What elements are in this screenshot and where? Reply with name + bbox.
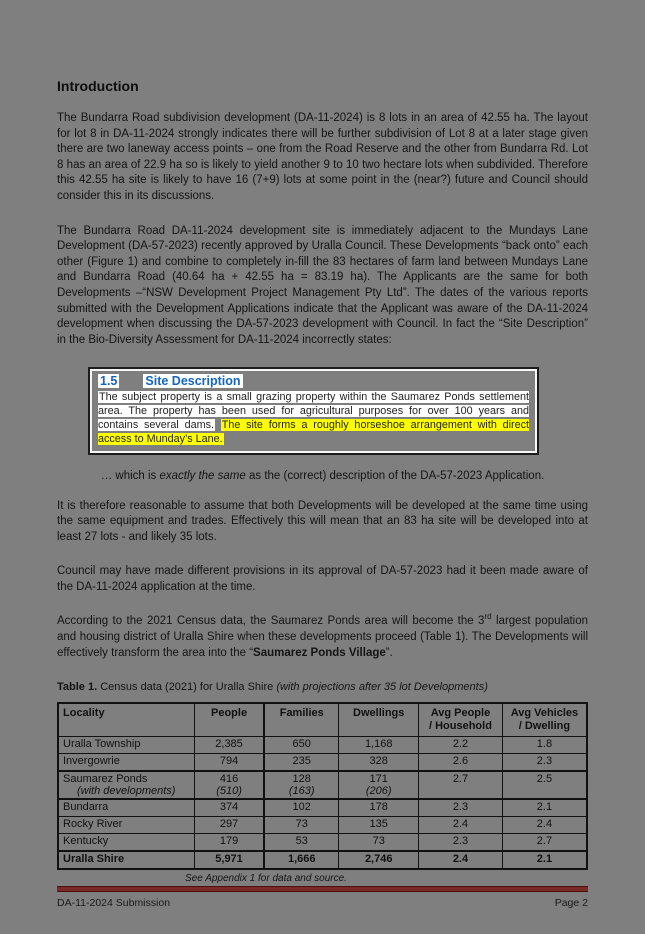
table-caption-label: Table 1. [57, 681, 98, 694]
footer-divider-rule [57, 886, 588, 892]
site-description-excerpt-box [88, 367, 539, 454]
cell-locality: Bundarra [58, 799, 194, 817]
census-part1: According to the 2021 Census data, the Saumarez Ponds area will become the 3 [57, 615, 485, 628]
cell-people: 2,385 [194, 737, 264, 754]
note-italic: exactly the same [159, 469, 246, 482]
cell-families: 650 [264, 737, 339, 754]
cell-locality: Invergowrie [58, 754, 194, 772]
cell-avg-vehicles: 2.1 [502, 851, 587, 869]
cell-avg-vehicles: 2.3 [502, 754, 587, 772]
cell-dwellings: 178 [339, 799, 419, 817]
cell-avg-people: 2.4 [419, 851, 503, 869]
cell-avg-vehicles: 2.1 [502, 799, 587, 817]
header-locality: Locality [58, 703, 194, 737]
cell-locality: Uralla Shire [58, 851, 194, 869]
cell-dwellings: 73 [339, 834, 419, 852]
cell-avg-people: 2.3 [419, 799, 503, 817]
cell-dwellings: 1,168 [339, 737, 419, 754]
cell-families: 53 [264, 834, 339, 852]
cell-locality: Kentucky [58, 834, 194, 852]
cell-people: 297 [194, 817, 264, 834]
note-suffix: as the (correct) description of the DA-57-2023 Application. [245, 469, 545, 482]
cell-families: 102 [264, 799, 339, 817]
cell-people: 5,971 [194, 851, 264, 869]
cell-avg-vehicles: 2.5 [502, 771, 587, 799]
census-part2: largest population and housing district of Uralla Shire when these developments proceed (Table 1). The Developments will effectively transform the area into the “ [57, 615, 589, 659]
page-footer [57, 886, 588, 909]
table-footnote: See Appendix 1 for data and source. [185, 873, 347, 885]
paragraph-bundarra-road: The Bundarra Road subdivision development (DA-11-2024) is 8 lots in an area of 42.55 ha. The layout for lot 8 in DA-11-2024 strongly indicates there will be further subdivision of Lot 8 at a later stage given there are two laneway access points – one from the Road Reserve and the other from Bundarra Rd. Lot 8 has an area of 22.9 ha so is likely to yield another 9 to 10 two hectare lots when subdivided. Therefore this 42.55 ha site is likely to have 16 (7+9) lots at some point in the (near?) future and Council should consider this in its discussions. [57, 112, 588, 202]
header-avg-vehicles: Avg Vehicles / Dwelling [502, 703, 587, 737]
table-caption [57, 681, 588, 693]
excerpt-section-number: 1.5 [100, 374, 118, 389]
table-row-bundarra [58, 799, 587, 817]
page-title: Introduction [57, 78, 139, 94]
cell-avg-vehicles: 2.7 [502, 834, 587, 852]
cell-avg-vehicles: 2.4 [502, 817, 587, 834]
table-caption-text: Census data (2021) for Uralla Shire [97, 681, 277, 694]
cell-avg-people: 2.7 [419, 771, 503, 799]
cell-locality: Rocky River [58, 817, 194, 834]
table-row-uralla-shire-total [58, 851, 587, 869]
cell-families: 128 (163) [264, 771, 339, 799]
excerpt-text-yellow-highlight: The site forms a roughly horseshoe arrangement with direct access to Munday’s Lane. [98, 418, 529, 445]
cell-avg-people: 2.2 [419, 737, 503, 754]
cell-locality: Uralla Township [58, 737, 194, 754]
cell-dwellings: 328 [339, 754, 419, 772]
exactly-the-same-note [57, 470, 588, 482]
table-row-uralla-township [58, 737, 587, 754]
table-row-kentucky [58, 834, 587, 852]
header-people: People [194, 703, 264, 737]
census-table [57, 702, 588, 870]
table-row-rocky-river [58, 817, 587, 834]
paragraph-same-time-development: It is therefore reasonable to assume that both Developments will be developed at the same time using the same equipment and trades. Effectively this will mean that an 83 ha site will be developed into at least 27 lots - and likely 35 lots. [57, 499, 588, 543]
header-dwellings: Dwellings [339, 703, 419, 737]
paragraph-census-projection [57, 614, 588, 661]
cell-families: 235 [264, 754, 339, 772]
cell-avg-people: 2.3 [419, 834, 503, 852]
header-families: Families [264, 703, 339, 737]
note-prefix: … which is [100, 469, 160, 482]
cell-people: 179 [194, 834, 264, 852]
excerpt-section-title: Site Description [145, 374, 241, 389]
cell-avg-vehicles: 1.8 [502, 737, 587, 754]
excerpt-heading [98, 374, 529, 388]
ordinal-superscript: rd [484, 612, 492, 622]
paragraph-adjacent-development: The Bundarra Road DA-11-2024 development site is immediately adjacent to the Mundays Lane Development (DA-57-2023) recently approved by Uralla Council. These Developments “back onto” each other (Figure 1) and combine to completely in-fill the 83 hectares of farm land between Mundays Lane and Bundarra Road (40.64 ha + 42.55 ha = 83.19 ha). The Applicants are the same for both Developments –“NSW Development Project Management Pty Ltd”. The dates of the various reports submitted with the Development Applications indicate that the Applicant was aware of the DA-11-2024 development when discussing the DA-57-2023 development with Council. In fact the “Site Description” in the Bio-Diversity Assessment for DA-11-2024 incorrectly states: [57, 224, 588, 346]
cell-people: 794 [194, 754, 264, 772]
census-part3: ”. [385, 646, 393, 659]
village-name-bold: Saumarez Ponds Village [253, 646, 386, 659]
document-body [57, 0, 588, 884]
cell-people: 374 [194, 799, 264, 817]
paragraph-council-provisions: Council may have made different provisions in its approval of DA-57-2023 had it been made aware of the DA-11-2024 application at the time. [57, 565, 588, 593]
table-row-saumarez-ponds [58, 771, 587, 799]
excerpt-text-plain: The subject property is a small grazing property within the Saumarez Ponds settlement area. The property has been used for agricultural purposes for over 100 years and contains several dams. [98, 391, 529, 431]
cell-families: 1,666 [264, 851, 339, 869]
table-row-invergowrie [58, 754, 587, 772]
table-header-row [58, 703, 587, 737]
cell-dwellings: 171 (206) [339, 771, 419, 799]
cell-people: 416 (510) [194, 771, 264, 799]
cell-dwellings: 2,746 [339, 851, 419, 869]
cell-locality: Saumarez Ponds (with developments) [58, 771, 194, 799]
cell-avg-people: 2.4 [419, 817, 503, 834]
footer-document-title: DA-11-2024 Submission [57, 897, 171, 909]
footer-page-number: Page 2 [554, 897, 588, 909]
cell-families: 73 [264, 817, 339, 834]
table-caption-italic: (with projections after 35 lot Developments) [276, 681, 488, 694]
cell-avg-people: 2.6 [419, 754, 503, 772]
cell-dwellings: 135 [339, 817, 419, 834]
excerpt-body [98, 391, 529, 446]
header-avg-people: Avg People / Household [419, 703, 503, 737]
